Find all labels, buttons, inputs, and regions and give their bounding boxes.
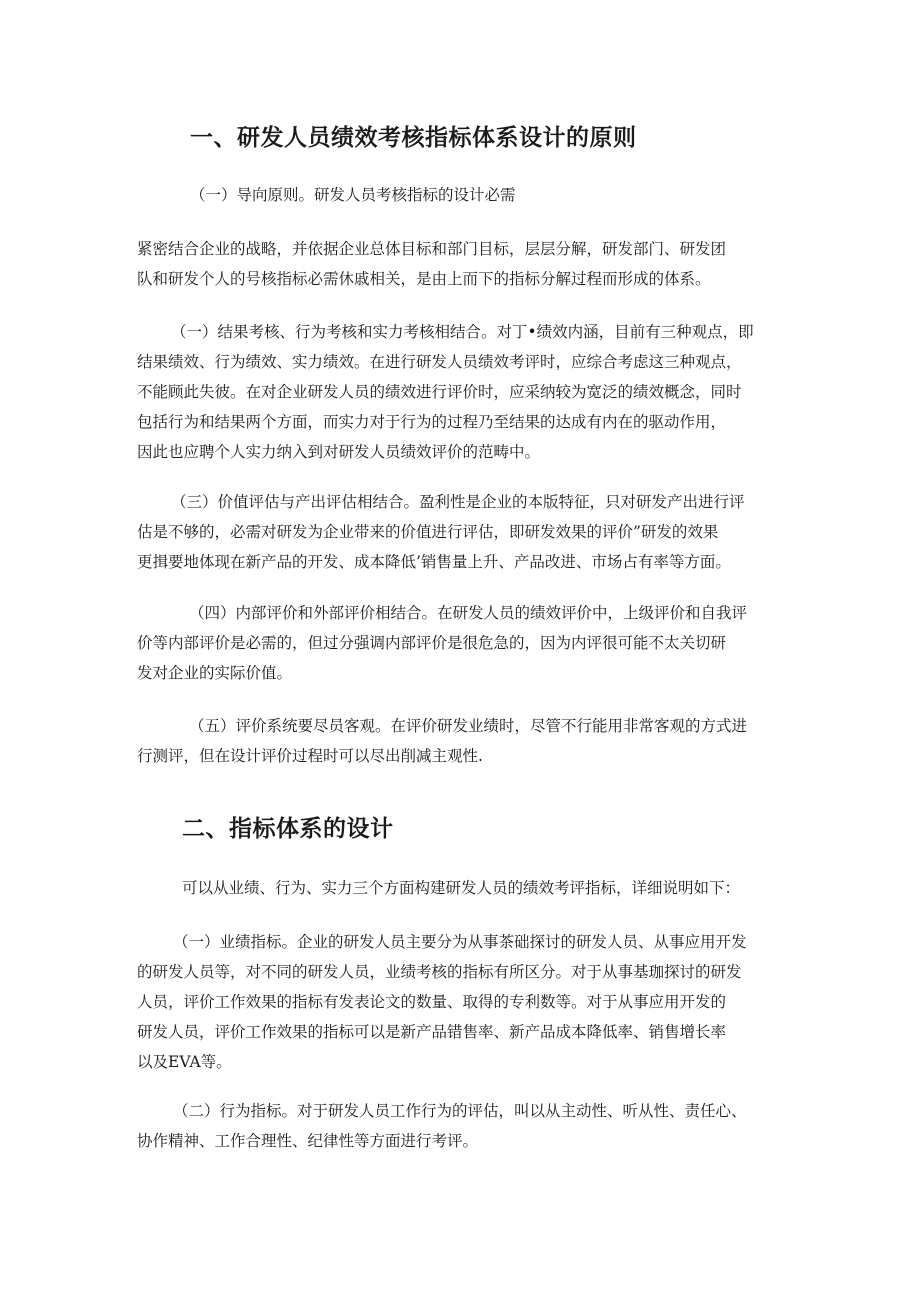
paragraph-principle-3 xyxy=(137,487,745,577)
text-line: （四）内部评价和外部评价相结合。在研发人员的绩效评价中，上级评价和自我评 xyxy=(189,604,748,622)
paragraph-intro: （一）导向原则。研发人员考核指标的设计必需 xyxy=(190,186,516,204)
text-line: 协作精神、工作合理性、纪律性等方面进行考评。 xyxy=(137,1132,479,1150)
paragraph-intro-continued xyxy=(137,234,726,294)
text-line: 紧密结合企业的战略，并依据企业总体目标和部门目标，层层分解，研发部门、研发团 xyxy=(137,240,727,258)
text-line: （二）行为指标。对于研发人员工作行为的评估，叫以从主动性、听从性、责任心、 xyxy=(173,1102,747,1120)
text-line: 的研发人员等，对不同的研发人员，业绩考核的指标有所区分。对于从事基珈探讨的研发 xyxy=(137,963,742,981)
text-line: （五）评价系统要尽员客观。在评价研发业绩时，尽管不行能用非常客观的方式进 xyxy=(189,717,748,735)
section-heading-2: 二、指标体系的设计 xyxy=(182,816,394,842)
text-line: 以及EVA等。 xyxy=(137,1053,232,1071)
paragraph-principle-4 xyxy=(137,598,747,688)
text-line: （一）业绩指标。企业的研发人员主要分为从事茶础探讨的研发人员、从事应用开发 xyxy=(173,933,747,951)
paragraph-behavior-indicators xyxy=(137,1096,747,1156)
text-line: 包括行为和结果两个方面，而实力对于行为的过程乃至结果的达成有内在的驱动作用， xyxy=(137,413,727,431)
paragraph-overview: 可以从业绩、行为、实力三个方面构建研发人员的绩效考评指标，详细说明如下： xyxy=(182,879,741,897)
paragraph-principle-1 xyxy=(137,317,754,467)
text-line: 研发人员，评价工作效果的指标可以是新产品错售率、新产品成本降低率、销售增长率 xyxy=(137,1023,727,1041)
section-heading-1: 一、研发人员绩效考核指标体系设计的原则 xyxy=(190,125,637,151)
text-line: 行测评，但在设计评价过程时可以尽出削减主观性. xyxy=(137,747,483,765)
text-line: 人员，评价工作效果的指标有发表论文的数量、取得的专利数等。对于从事应用开发的 xyxy=(137,993,727,1011)
text-line: 不能顾此失彼。在对企业研发人员的绩效进行评价时，应采纳较为宽泛的绩效概念，同时 xyxy=(137,383,742,401)
paragraph-principle-5 xyxy=(137,711,747,771)
text-line: 价等内部评价是必需的，但过分强调内部评价是很危急的，因为内评很可能不太关切研 xyxy=(137,634,727,652)
paragraph-performance-indicators xyxy=(137,927,747,1077)
text-line: （一）结果考核、行为考核和实力考核相结合。对丁•绩效内涵，目前有三种观点，即 xyxy=(171,323,754,341)
text-line: 结果绩效、行为绩效、实力绩效。在进行研发人员绩效考评时，应综合考虑这三种观点， xyxy=(137,353,742,371)
text-line: 估是不够的，必需对研发为企业带来的价值进行评估，即研发效果的评价”研发的效果 xyxy=(137,523,719,541)
text-line: 队和研发个人的号核指标必需休戚相关，是由上而下的指标分解过程而形成的体系。 xyxy=(137,270,711,288)
text-line: 发对企业的实际价值。 xyxy=(137,664,293,682)
text-line: （三）价值评估与产出评估相结合。盈利性是企业的本版特征，只对研发产出进行评 xyxy=(171,493,745,511)
text-line: 更揖要地体现在新产品的开发、成本降低’销售量上升、产品改进、市场占有率等方面。 xyxy=(137,553,731,571)
text-line: 因此也应聘个人实力纳入到对研发人员绩效评价的范畴中。 xyxy=(137,443,541,461)
